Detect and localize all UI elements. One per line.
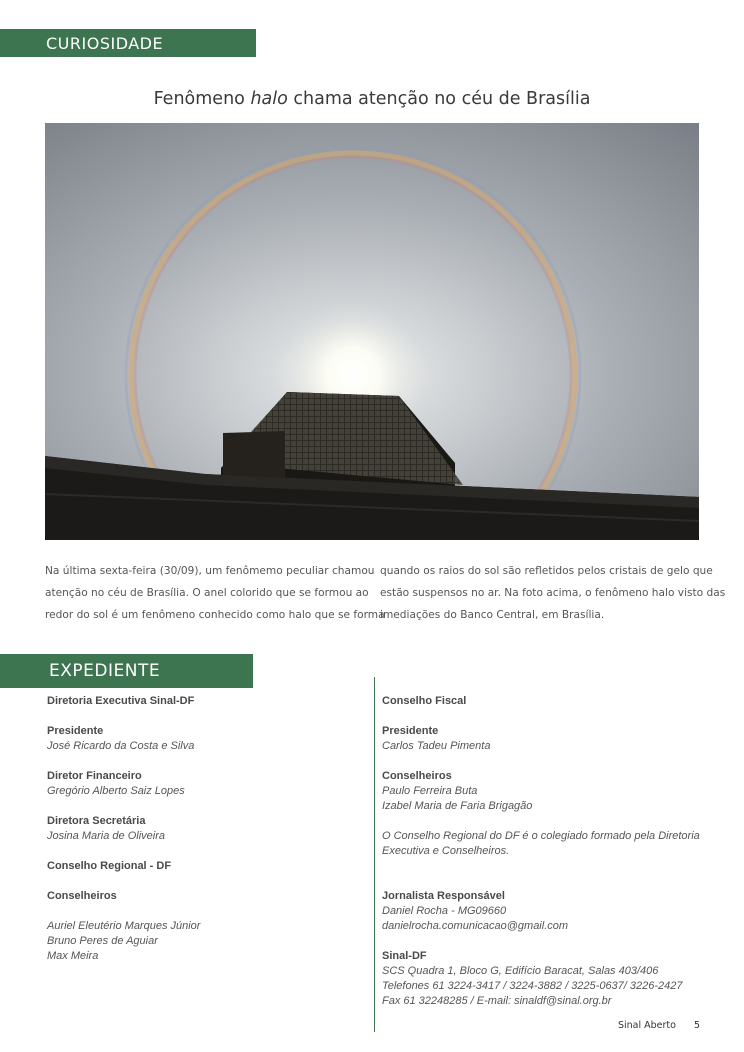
secretaria-label: Diretora Secretária (47, 815, 146, 827)
sinal-fax-email: Fax 61 32248285 / E-mail: sinaldf@sinal.org.br (382, 995, 612, 1007)
fiscal-heading: Conselho Fiscal (382, 695, 467, 707)
article-line: atenção no céu de Brasília. O anel colorido que se formou ao (45, 587, 369, 599)
article-line: redor do sol é um fenômeno conhecido como halo que se forma (45, 609, 385, 621)
article-column-2 (380, 560, 726, 626)
section-title: EXPEDIENTE (49, 661, 161, 681)
headline-italic: halo (250, 89, 288, 109)
article-line: quando os raios do sol são refletidos pelos cristais de gelo que (380, 565, 713, 577)
presidente-label: Presidente (47, 725, 104, 737)
headline-part-1: Fenômeno (153, 89, 251, 109)
fiscal-conselheiro-name: Izabel Maria de Faria Brigagão (382, 800, 533, 812)
column-divider (374, 677, 375, 1032)
page-footer (618, 1020, 700, 1031)
article-line: imediações do Banco Central, em Brasília. (380, 609, 605, 621)
article-headline (0, 89, 744, 109)
sinal-phones: Telefones 61 3224-3417 / 3224-3882 / 3225-0637/ 3226-2427 (382, 980, 683, 992)
diretoria-heading: Diretoria Executiva Sinal-DF (47, 695, 195, 707)
secretaria-name: Josina Maria de Oliveira (47, 830, 165, 842)
article-line: Na última sexta-feira (30/09), um fenômemo peculiar chamou (45, 565, 375, 577)
financeiro-label: Diretor Financeiro (47, 770, 142, 782)
expediente-right-column (382, 694, 722, 1009)
fiscal-presidente-name: Carlos Tadeu Pimenta (382, 740, 491, 752)
conselheiros-label: Conselheiros (47, 890, 117, 902)
regional-note: O Conselho Regional do DF é o colegiado formado pela Diretoria (382, 830, 700, 842)
section-header-expediente (0, 654, 253, 688)
expediente-left-column (47, 694, 357, 964)
conselheiro-name: Bruno Peres de Aguiar (47, 935, 158, 947)
fiscal-conselheiro-name: Paulo Ferreira Buta (382, 785, 478, 797)
regional-heading: Conselho Regional - DF (47, 860, 172, 872)
headline-part-2: chama atenção no céu de Brasília (287, 89, 591, 109)
conselheiro-name: Max Meira (47, 950, 99, 962)
jornalista-email: danielrocha.comunicacao@gmail.com (382, 920, 569, 932)
sinal-label: Sinal-DF (382, 950, 427, 962)
publication-name: Sinal Aberto (617, 1020, 676, 1031)
section-title: CURIOSIDADE (46, 33, 164, 53)
financeiro-name: Gregório Alberto Saiz Lopes (47, 785, 185, 797)
section-header-curiosidade (0, 29, 256, 57)
jornalista-label: Jornalista Responsável (382, 890, 505, 902)
fiscal-presidente-label: Presidente (382, 725, 439, 737)
sinal-address: SCS Quadra 1, Bloco G, Edifício Baracat, Salas 403/406 (382, 965, 659, 977)
conselheiro-name: Auriel Eleutério Marques Júnior (47, 920, 201, 932)
page-number: 5 (693, 1020, 700, 1031)
presidente-name: José Ricardo da Costa e Silva (47, 740, 195, 752)
article-column-1 (45, 560, 385, 626)
article-line: estão suspensos no ar. Na foto acima, o fenômeno halo visto das (380, 587, 726, 599)
jornalista-name: Daniel Rocha - MG09660 (382, 905, 507, 917)
halo-photo (45, 123, 699, 540)
regional-note: Executiva e Conselheiros. (382, 845, 510, 857)
fiscal-conselheiros-label: Conselheiros (382, 770, 452, 782)
